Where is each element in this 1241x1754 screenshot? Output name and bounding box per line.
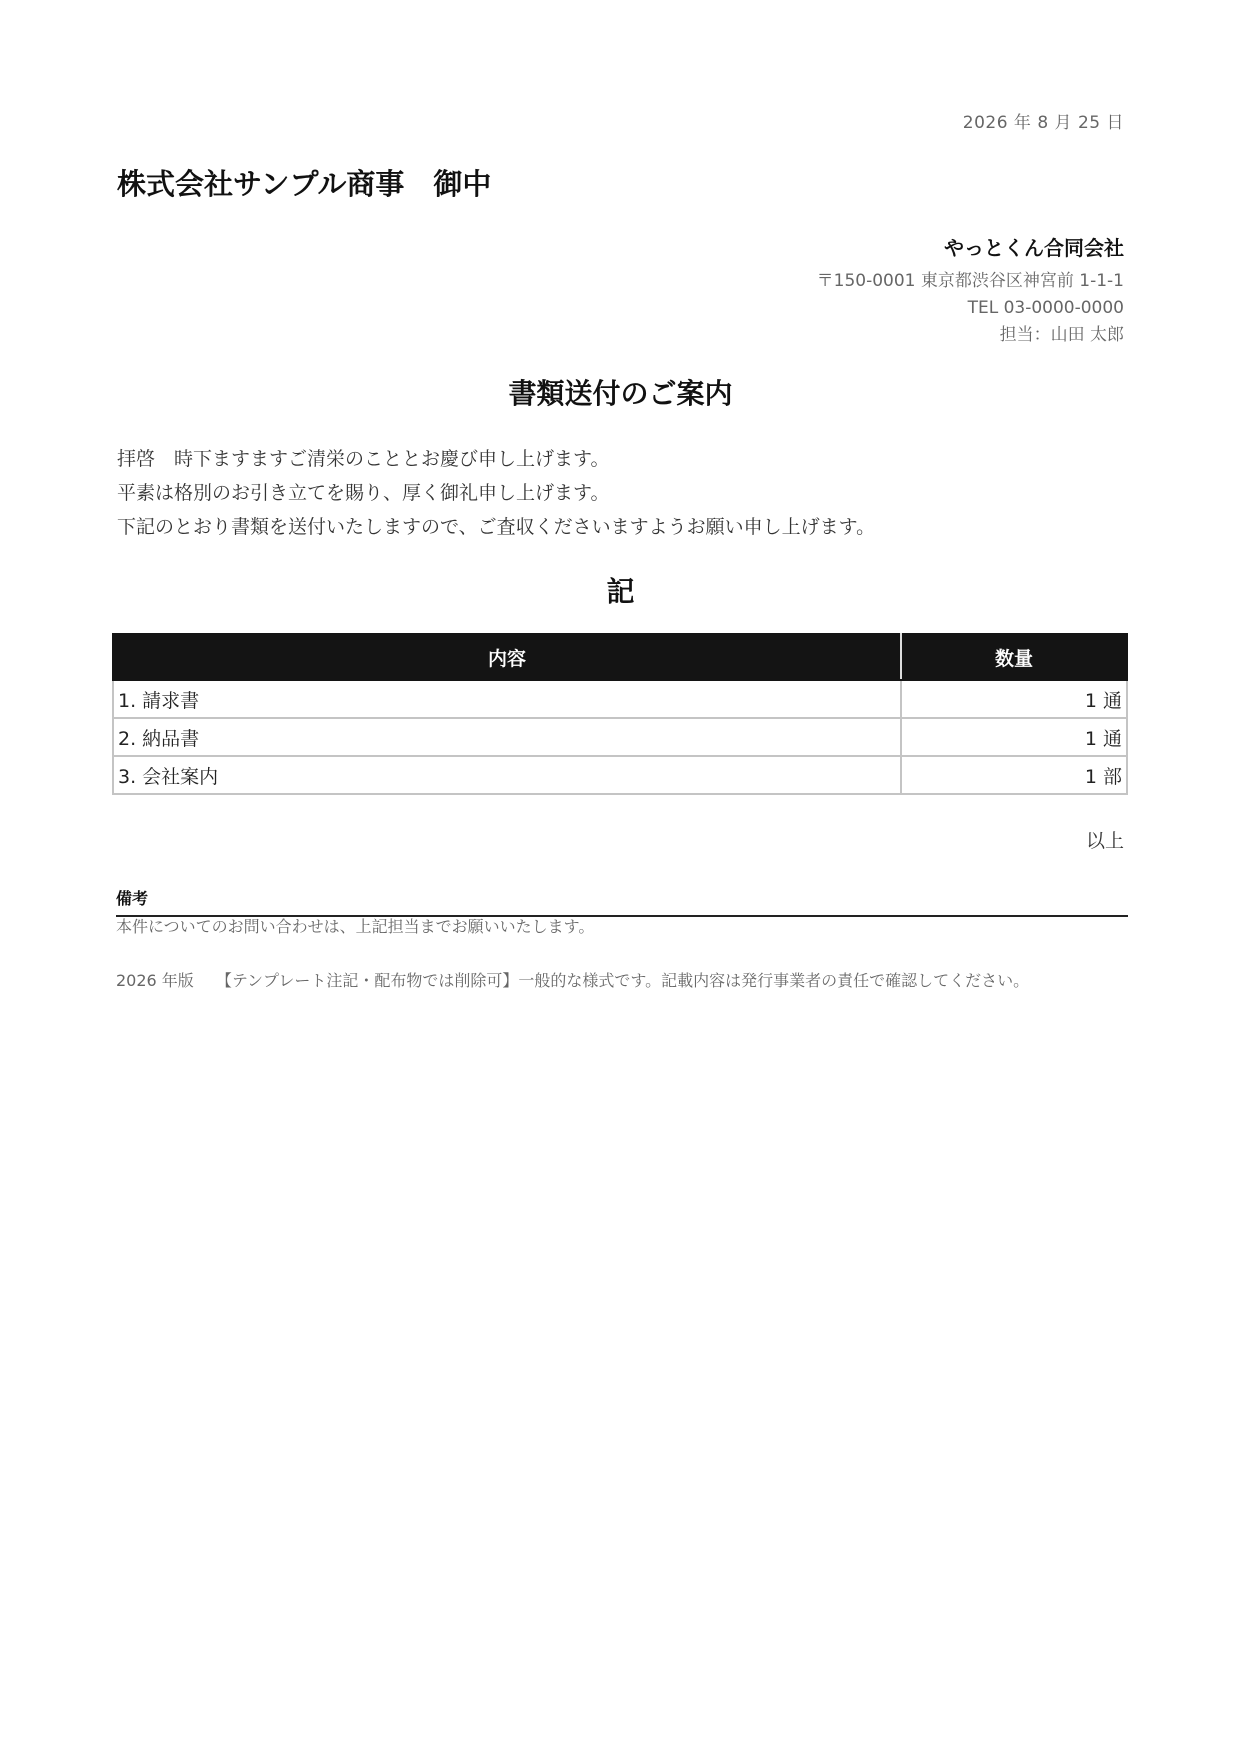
issue-date: 2026 年 8 月 25 日 xyxy=(962,113,1124,133)
sender-company: やっとくん合同会社 xyxy=(944,236,1124,260)
notes-text: 本件についてのお問い合わせは、上記担当までお願いいたします。 xyxy=(116,917,595,936)
enclosure-table xyxy=(112,633,1128,795)
body-line-3: 下記のとおり書類を送付いたしますので、ご査収くださいますようお願い申し上げます。 xyxy=(117,516,876,538)
sender-block xyxy=(817,232,1124,349)
footer-edition: 2026 年版 xyxy=(116,971,194,990)
body-line-1: 拝啓 時下ますますご清栄のこととお慶び申し上げます。 xyxy=(117,448,610,470)
row-content: 2. 納品書 xyxy=(113,718,901,756)
sender-contact: 担当：山田 太郎 xyxy=(999,325,1124,345)
ki-heading: 記 xyxy=(606,575,635,608)
header-quantity: 数量 xyxy=(901,634,1127,680)
recipient-name: 株式会社サンプル商事 御中 xyxy=(117,167,492,201)
letter-body xyxy=(117,442,875,544)
row-quantity: 1 部 xyxy=(901,756,1127,794)
row-content: 3. 会社案内 xyxy=(113,756,901,794)
sender-address: 〒150-0001 東京都渋谷区神宮前 1-1-1 xyxy=(816,271,1124,291)
table-row xyxy=(113,680,1127,718)
header-content: 内容 xyxy=(113,634,901,680)
document-subject: 書類送付のご案内 xyxy=(508,377,733,410)
notes-heading: 備考 xyxy=(116,886,1128,917)
template-footer xyxy=(116,968,1029,991)
body-line-2: 平素は格別のお引き立てを賜り、厚く御礼申し上げます。 xyxy=(117,482,610,504)
sender-tel: TEL 03-0000-0000 xyxy=(967,298,1124,318)
closing-ijo: 以上 xyxy=(1085,830,1124,852)
table-row xyxy=(113,756,1127,794)
row-quantity: 1 通 xyxy=(901,680,1127,718)
row-content: 1. 請求書 xyxy=(113,680,901,718)
table-header-row xyxy=(113,634,1127,680)
footer-disclaimer: 【テンプレート注記・配布物では削除可】一般的な様式です。記載内容は発行事業者の責任で確認してください。 xyxy=(215,971,1030,990)
table-row xyxy=(113,718,1127,756)
row-quantity: 1 通 xyxy=(901,718,1127,756)
